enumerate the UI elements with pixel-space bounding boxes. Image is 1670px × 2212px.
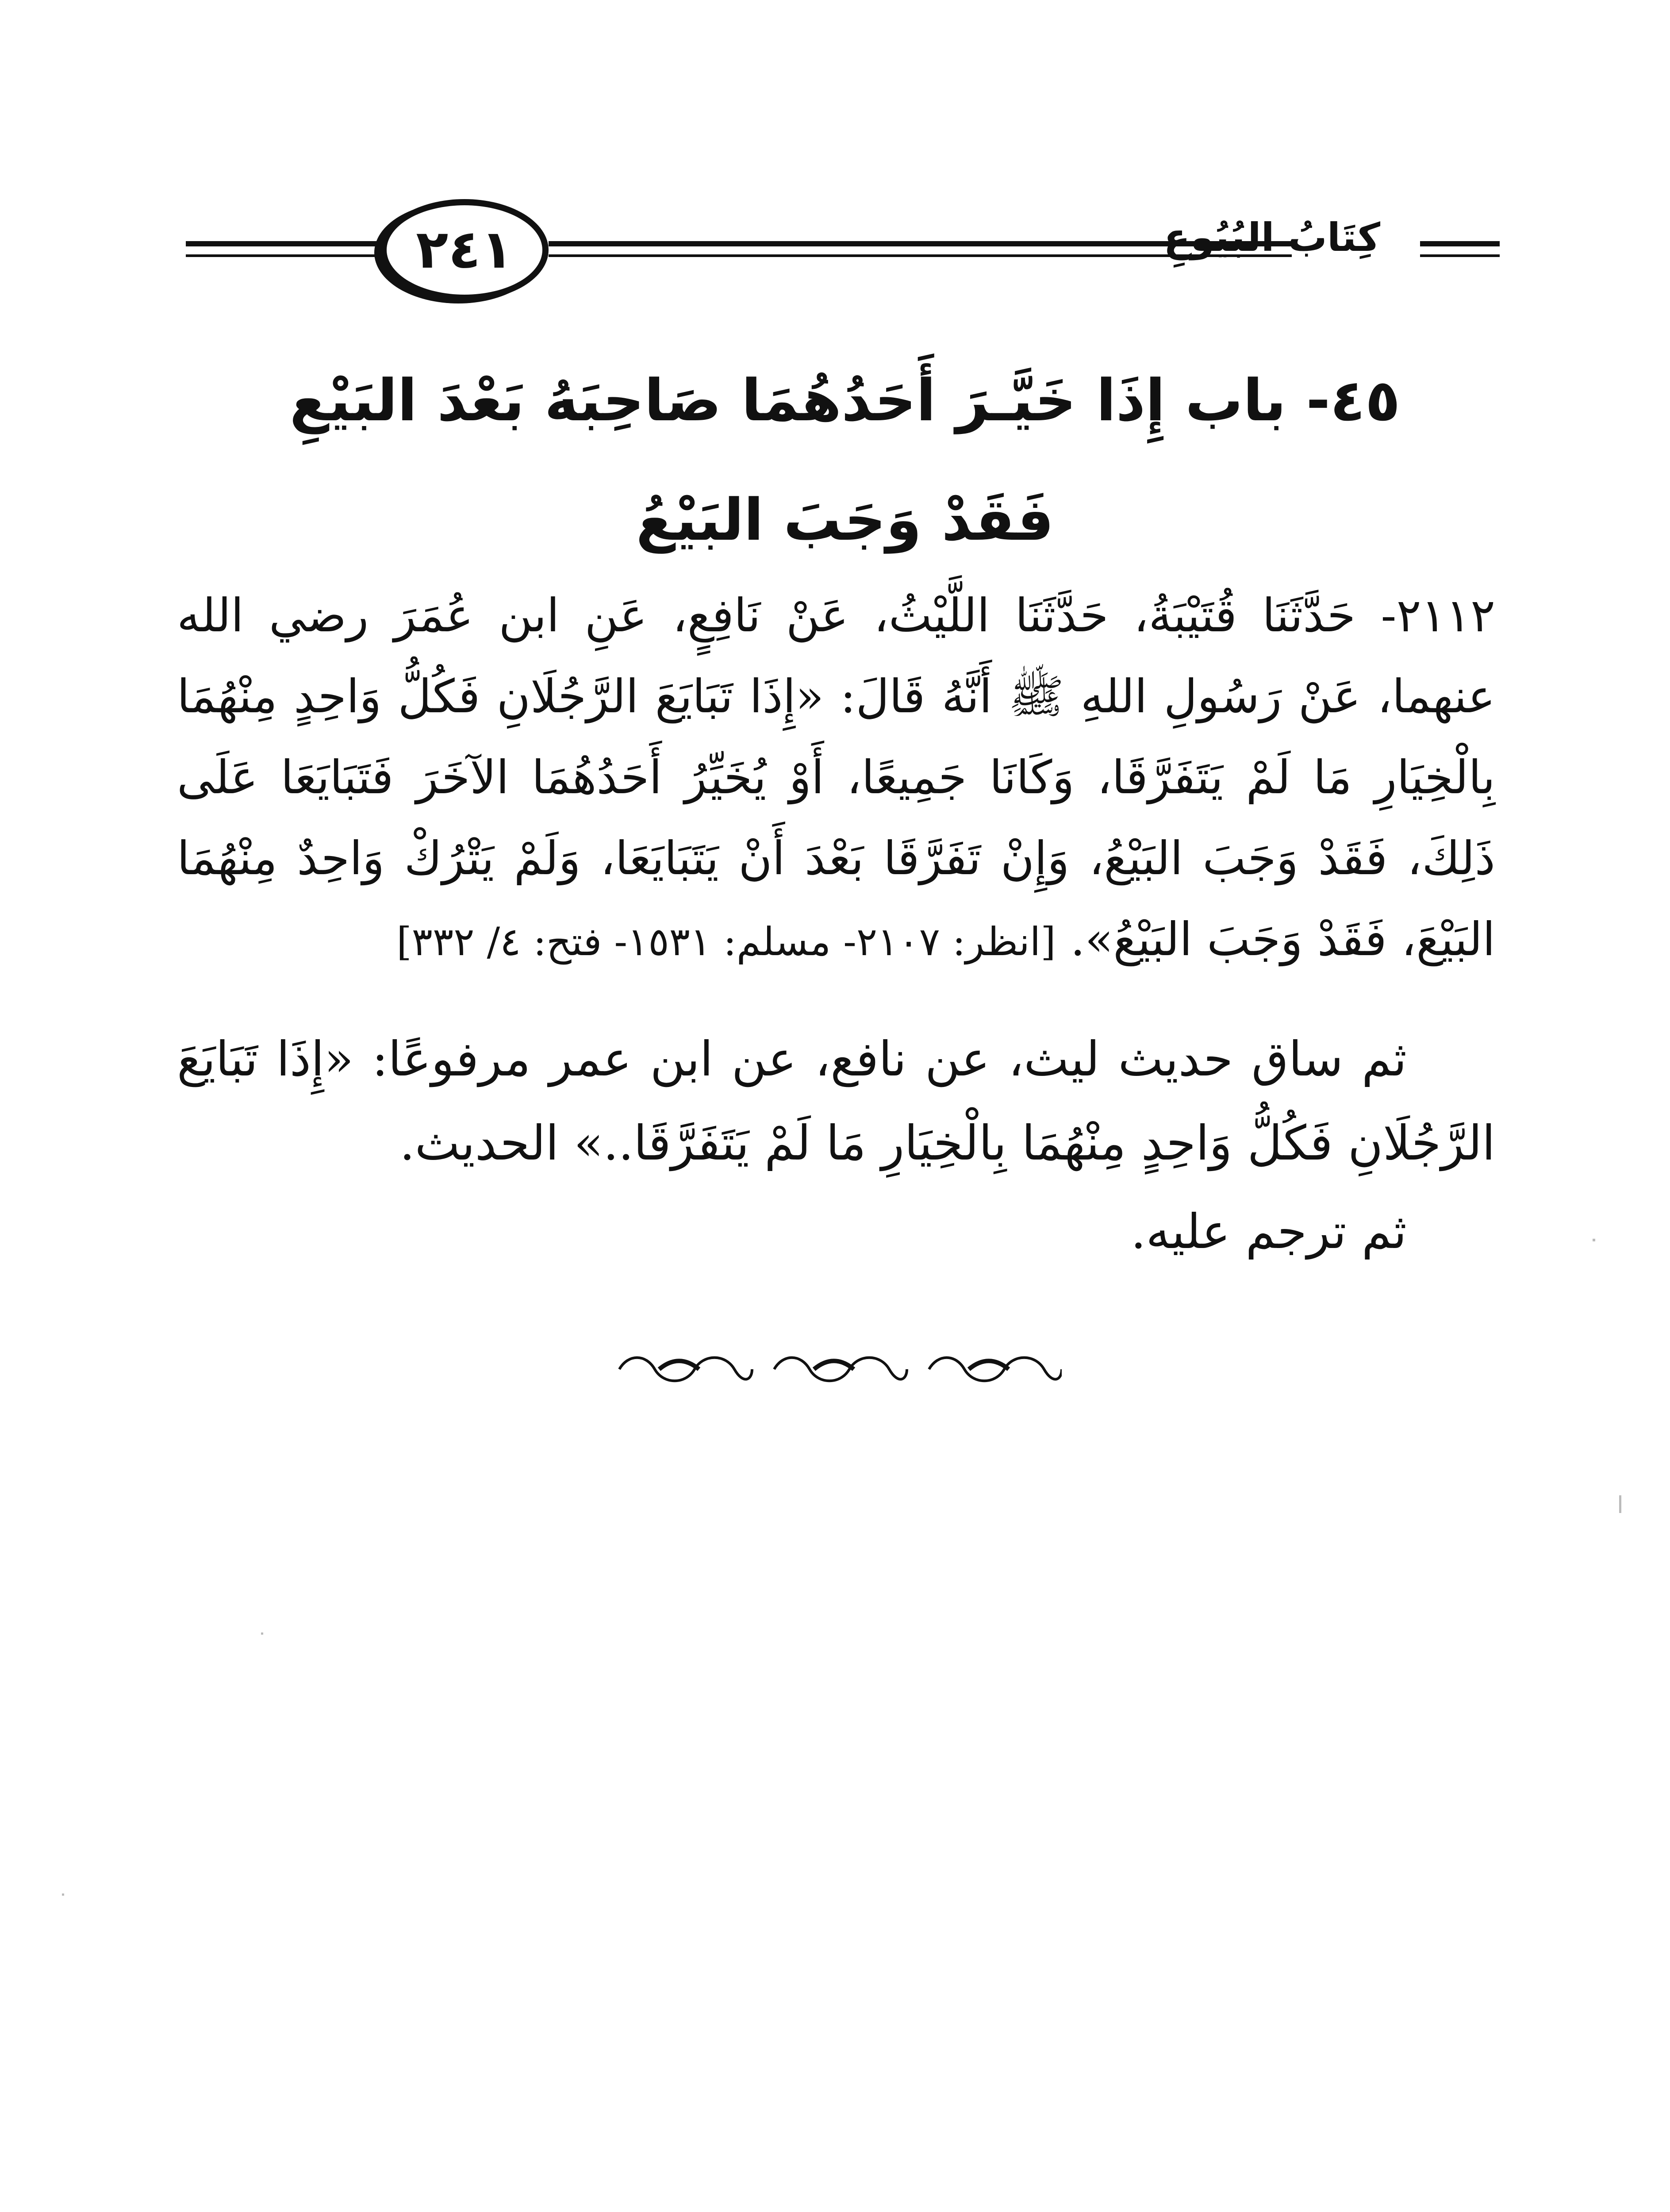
hadith-reference: [انظر: ٢١٠٧- مسلم: ١٥٣١- فتح: ٤/ ٣٣٢] xyxy=(396,919,1056,964)
header-rule-right xyxy=(1420,241,1500,246)
hadith-paragraph xyxy=(177,575,1495,982)
chapter-heading-line-1: ٤٥- باب إِذَا خَيَّـرَ أَحَدُهُمَا صَاحِبَهُ بَعْدَ البَيْعِ xyxy=(289,367,1401,434)
header-rule-right-thin xyxy=(1420,254,1500,257)
floral-divider-unit xyxy=(774,1358,907,1381)
scan-speck xyxy=(1593,1239,1595,1241)
header-rule-left xyxy=(186,241,380,246)
scan-speck xyxy=(62,1893,64,1896)
chapter-heading xyxy=(248,341,1442,580)
book-title: كِتَابُ البُيُوعِ xyxy=(1163,215,1380,260)
scan-speck xyxy=(261,1632,263,1635)
scan-speck xyxy=(1619,1495,1621,1513)
running-header xyxy=(186,199,1500,301)
chapter-heading-line-2: فَقَدْ وَجَبَ البَيْعُ xyxy=(636,486,1054,553)
floral-divider-unit xyxy=(619,1358,752,1381)
hadith-text: ٢١١٢- حَدَّثَنَا قُتَيْبَةُ، حَدَّثَنَا اللَّيْثُ، عَنْ نَافِعٍ، عَنِ ابن عُمَرَ رضي الله عنهما، عَنْ رَسُولِ اللهِ ﷺ أَنَّهُ قَالَ: «إِذَا تَبَايَعَ الرَّجُلَانِ فَكُلُّ وَاحِدٍ مِنْهُمَا بِالْخِيَارِ مَا لَمْ يَتَفَرَّقَا، وَكَانَا جَمِيعًا، أَوْ يُخَيِّرُ أَحَدُهُمَا الآخَرَ فَتَبَايَعَا عَلَى ذَلِكَ، فَقَدْ وَجَبَ البَيْعُ، وَإِنْ تَفَرَّقَا بَعْدَ أَنْ يَتَبَايَعَا، وَلَمْ يَتْرُكْ وَاحِدٌ مِنْهُمَا البَيْعَ، فَقَدْ وَجَبَ البَيْعُ». xyxy=(177,588,1495,966)
floral-divider-unit xyxy=(929,1358,1062,1381)
commentary-paragraph: ثم ساق حديث ليث، عن نافع، عن ابن عمر مرفوعًا: «إِذَا تَبَايَعَ الرَّجُلَانِ فَكُلُّ وَاحِدٍ مِنْهُمَا بِالْخِيَارِ مَا لَمْ يَتَفَرَّقَا..» الحديث. xyxy=(177,1032,1495,1171)
header-rule-left-thin xyxy=(186,254,380,257)
page-number-badge xyxy=(380,199,549,301)
commentary-closing: ثم ترجم عليه. xyxy=(1131,1204,1407,1260)
floral-divider-icon xyxy=(610,1349,1062,1389)
page-number: ٢٤١ xyxy=(416,219,513,280)
